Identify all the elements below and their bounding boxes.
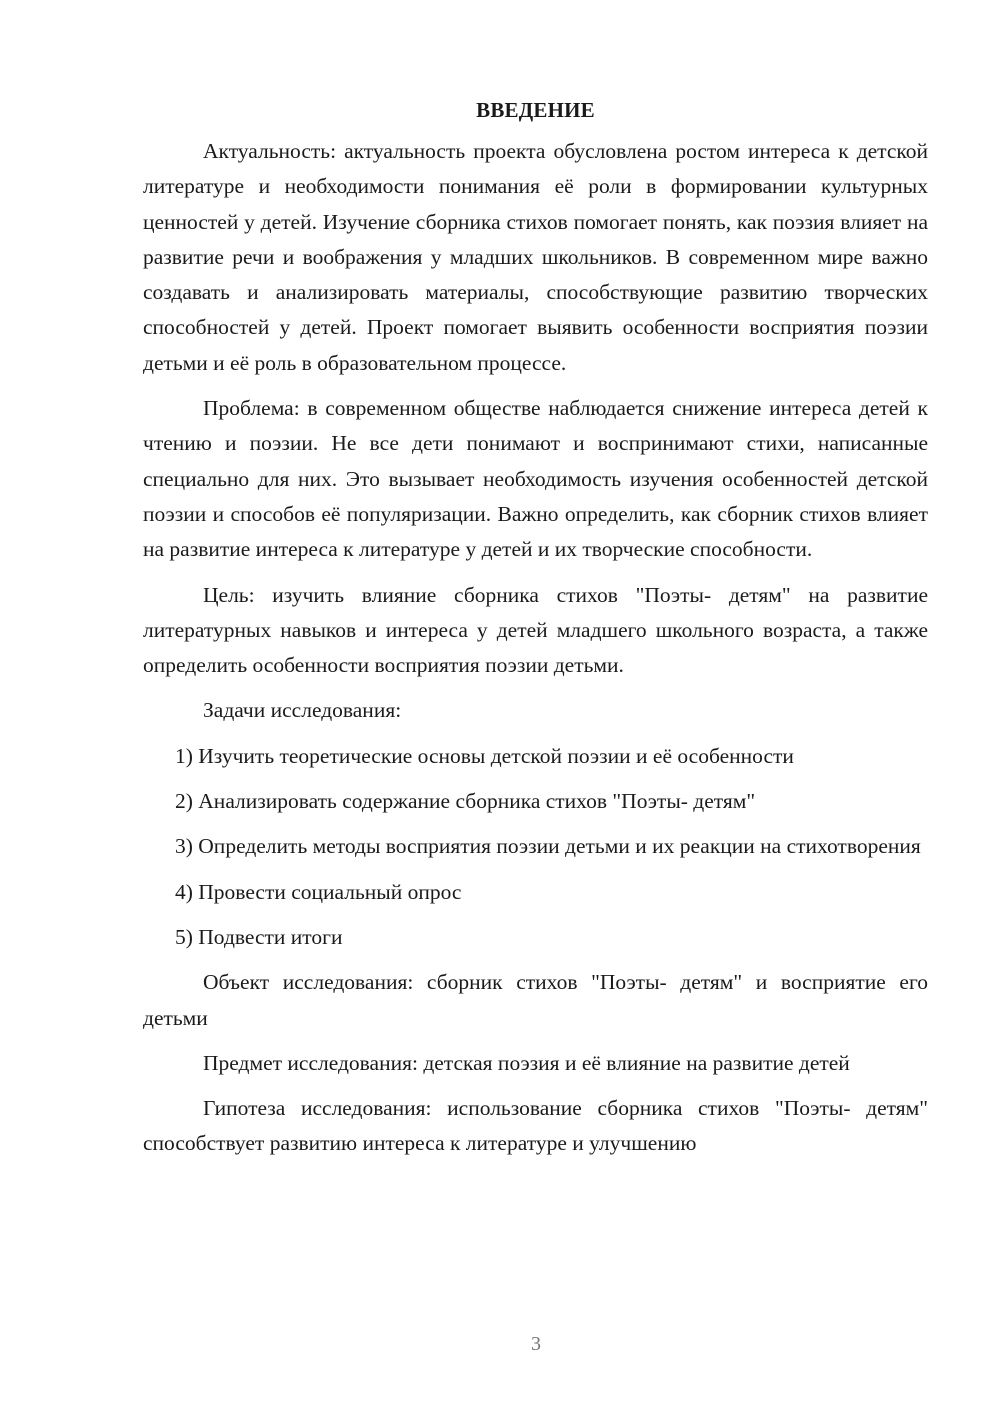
document-page (143, 92, 928, 1172)
section-title: ВВЕДЕНИЕ (476, 98, 595, 122)
page-number: 3 (531, 1333, 541, 1355)
task-item-1: 1) Изучить теоретические основы детской поэзии и её особенности (175, 743, 794, 768)
task-item-5: 5) Подвести итоги (175, 924, 343, 949)
object-paragraph: Объект исследования: сборник стихов "Поэты- детям" и восприятие его детьми (143, 970, 928, 1030)
tasks-heading: Задачи исследования: (203, 698, 402, 723)
task-item-3: 3) Определить методы восприятия поэзии детьми и их реакции на стихотворения (175, 834, 921, 859)
task-item-4: 4) Провести социальный опрос (175, 879, 462, 904)
problem-paragraph: Проблема: в современном обществе наблюдается снижение интереса детей к чтению и поэзии. Не все дети понимают и воспринимают стихи, написанные специально для них. Это вызывает необходимость изучения особенностей детской поэзии и способов её популяризации. Важно определить, как сборник стихов влияет на развитие интереса к литературе у детей и их творческие способности. (143, 396, 928, 562)
hypothesis-paragraph: Гипотеза исследования: использование сборника стихов "Поэты- детям" способствует развитию интереса к литературе и улучшению (143, 1096, 928, 1156)
goal-paragraph: Цель: изучить влияние сборника стихов "Поэты- детям" на развитие литературных навыков и интереса у детей младшего школьного возраста, а также определить особенности восприятия поэзии детьми. (143, 582, 928, 678)
subject-paragraph: Предмет исследования: детская поэзия и её влияние на развитие детей (203, 1050, 850, 1075)
relevance-paragraph: Актуальность: актуальность проекта обусловлена ростом интереса к детской литературе и необходимости понимания её роли в формировании культурных ценностей у детей. Изучение сборника стихов помогает понять, как поэзия влияет на развитие речи и воображения у младших школьников. В современном мире важно создавать и анализировать материалы, способствующие развитию творческих способностей у детей. Проект помогает выявить особенности восприятия поэзии детьми и её роль в образовательном процессе. (143, 139, 928, 375)
task-item-2: 2) Анализировать содержание сборника стихов "Поэты- детям" (175, 789, 756, 814)
